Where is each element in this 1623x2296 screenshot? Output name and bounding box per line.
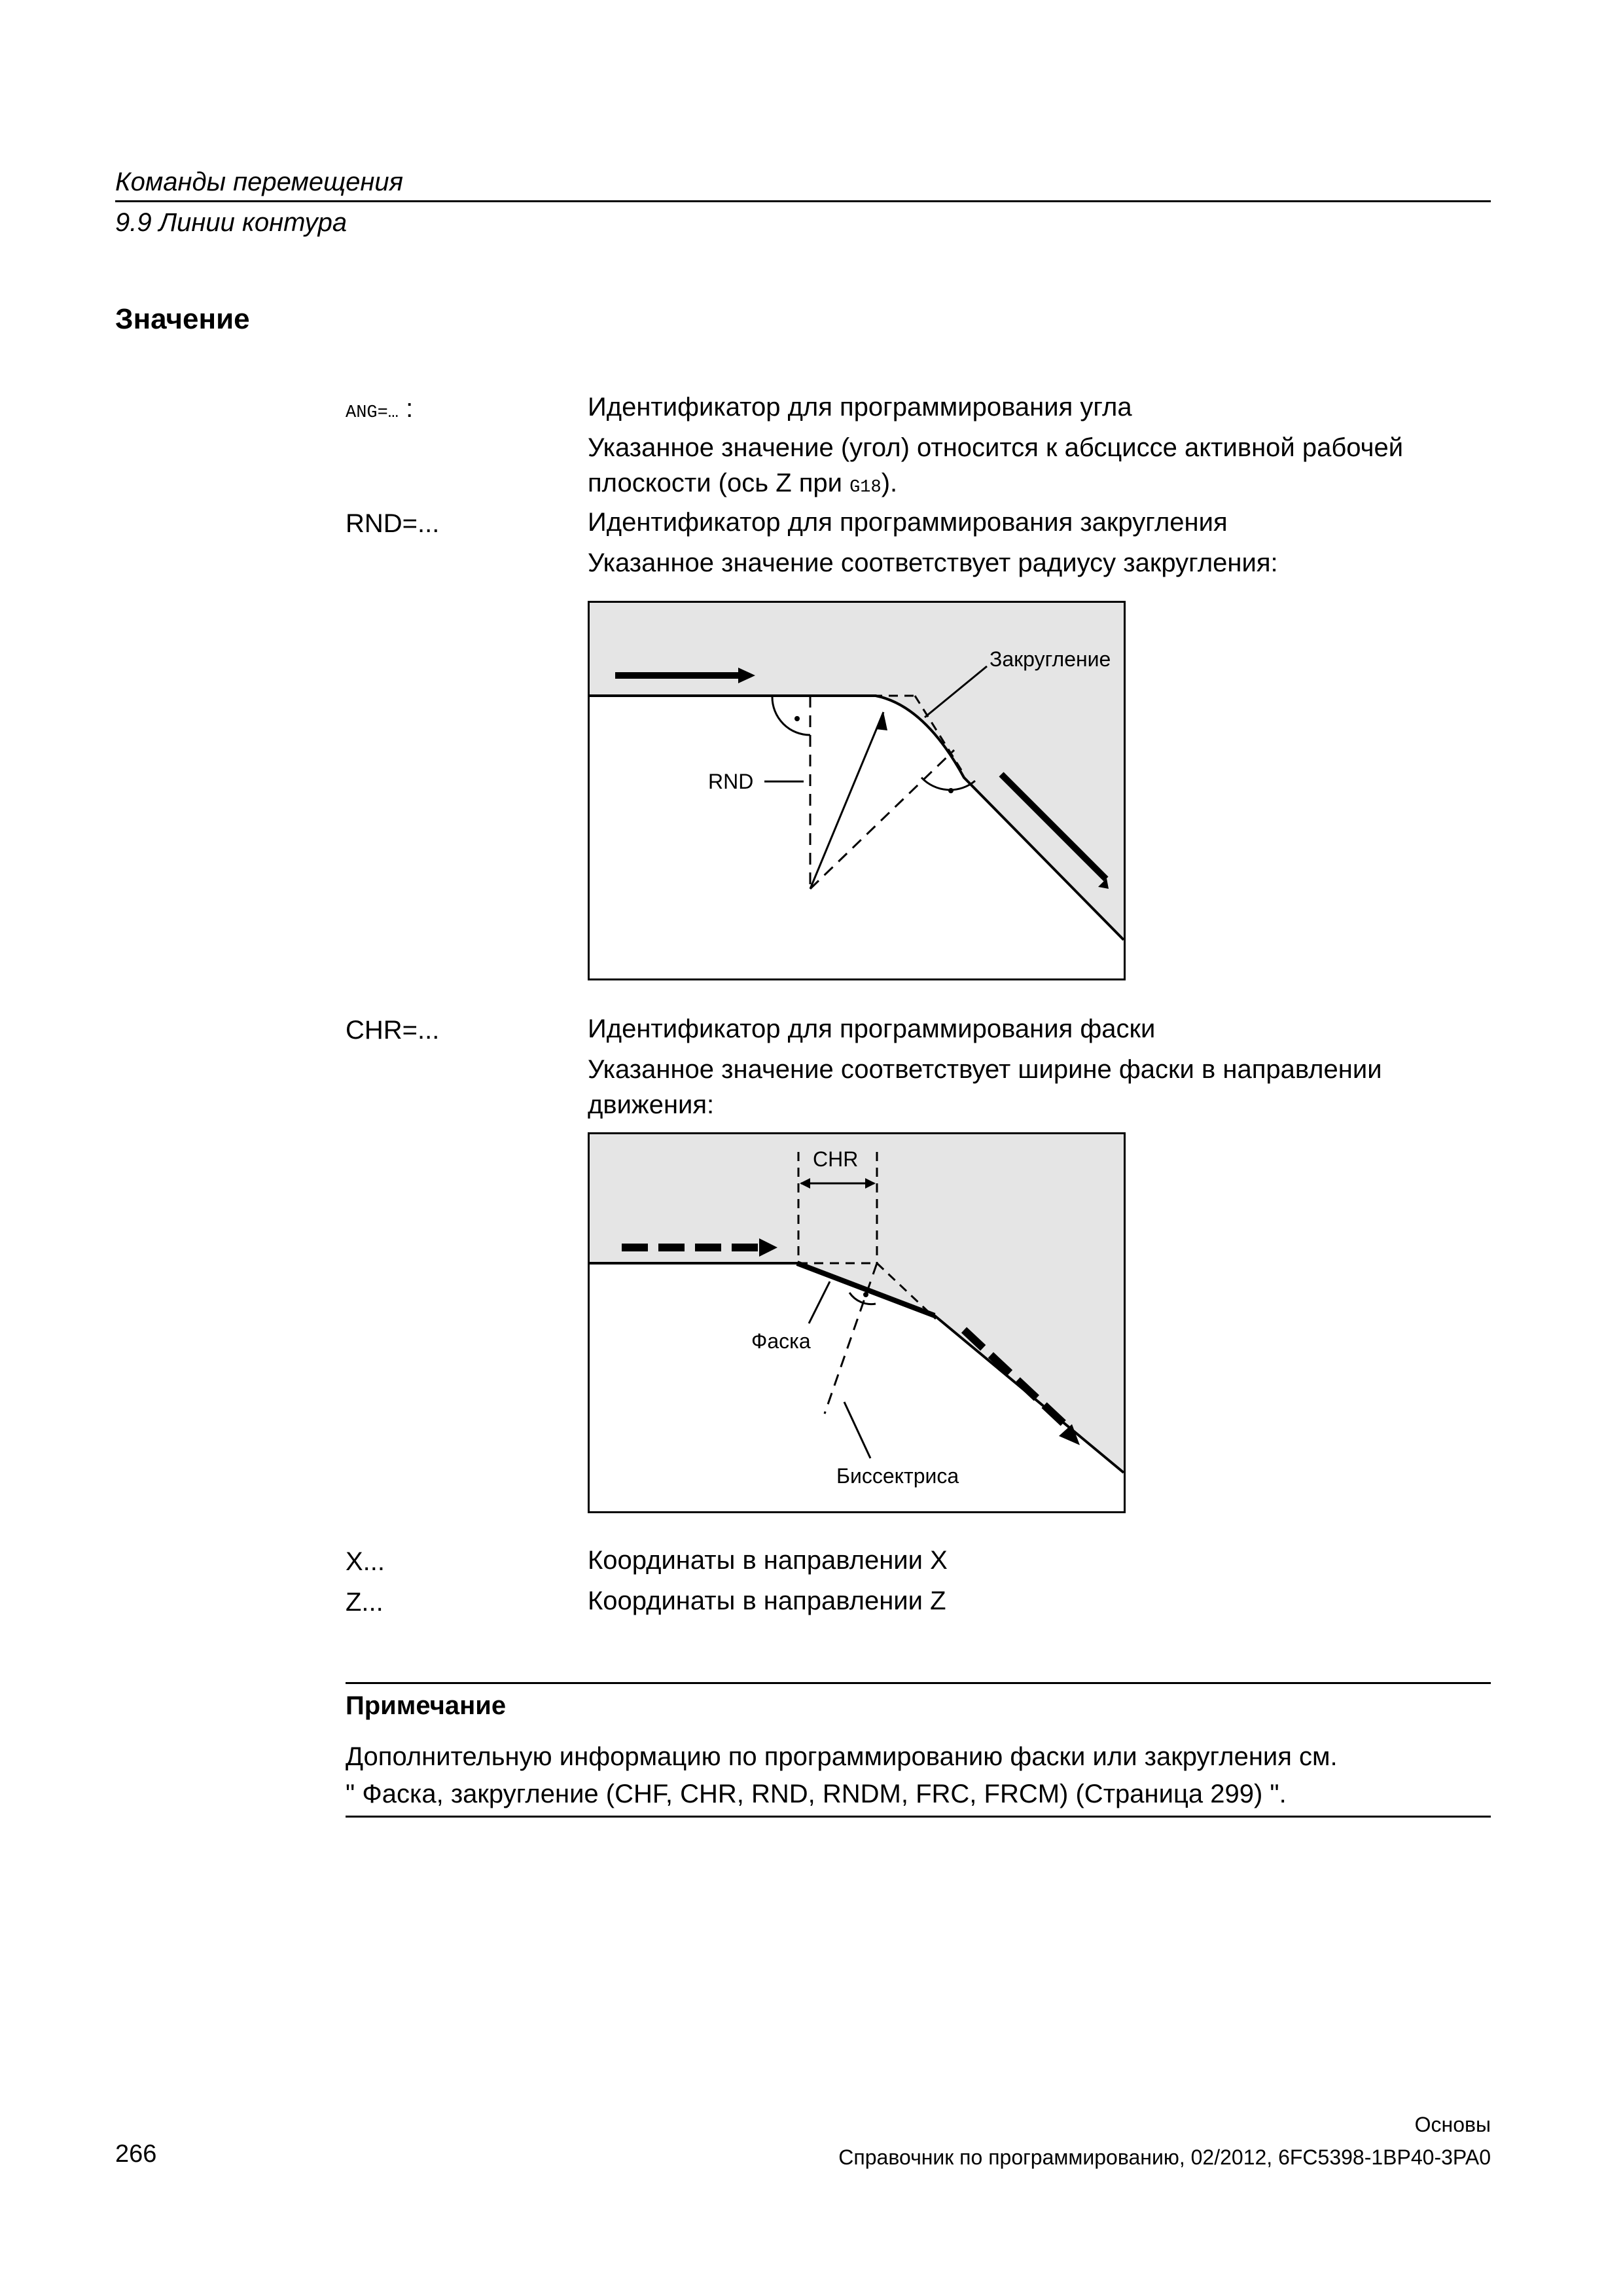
ang-line2-code: G18 — [849, 478, 882, 497]
ang-line2-text: Указанное значение (угол) относится к абсциссе активной рабочей плоскости (ось Z при — [588, 433, 1404, 497]
rounding-right-angle-dot-1 — [794, 716, 800, 721]
header-rule — [115, 200, 1491, 202]
ang-line2-end: ). — [881, 469, 898, 497]
term-ang-code: ANG=… — [346, 403, 399, 423]
footer-line2: Справочник по программированию, 02/2012, 6FC5398-1BP40-3PA0 — [838, 2145, 1491, 2169]
rounding-right-angle-dot-2 — [948, 788, 954, 793]
running-header-section: 9.9 Линии контура — [115, 208, 348, 237]
chamfer-label: Фаска — [751, 1329, 811, 1353]
note-text-line2: " Фаска, закругление (CHF, CHR, RND, RNDM, FRC, FRCM) (Страница 299) ". — [346, 1780, 1287, 1808]
rnd-description-line2: Указанное значение соответствует радиусу закругления: — [588, 548, 1278, 577]
chamfer-diagram — [588, 1132, 1126, 1513]
note-text-line1: Дополнительную информацию по программированию фаски или закругления см. — [346, 1742, 1338, 1771]
page-number: 266 — [115, 2140, 157, 2168]
section-heading: Значение — [115, 303, 250, 335]
chr-label: CHR — [813, 1147, 859, 1171]
footer-line1: Основы — [1414, 2113, 1491, 2136]
x-description: Координаты в направлении X — [588, 1546, 948, 1575]
chr-description-line1: Идентификатор для программирования фаски — [588, 1014, 1156, 1043]
note-bottom-rule — [346, 1816, 1491, 1818]
chamfer-right-angle-dot — [863, 1292, 868, 1297]
rnd-description-line1: Идентификатор для программирования закругления — [588, 508, 1228, 537]
term-z: Z... — [346, 1588, 383, 1617]
z-description: Координаты в направлении Z — [588, 1587, 946, 1615]
term-rnd: RND=... — [346, 509, 440, 538]
rnd-label: RND — [708, 770, 754, 793]
term-x: X... — [346, 1547, 385, 1576]
note-title: Примечание — [346, 1691, 507, 1720]
running-header-chapter: Команды перемещения — [115, 168, 404, 196]
rounding-label: Закругление — [990, 647, 1111, 671]
note-top-rule — [346, 1682, 1491, 1684]
bisector-label: Биссектриса — [836, 1464, 959, 1488]
rounding-diagram — [588, 601, 1126, 980]
ang-description-line2 — [588, 430, 1491, 505]
term-chr: CHR=... — [346, 1016, 440, 1045]
term-ang — [346, 393, 413, 429]
ang-description-line1: Идентификатор для программирования угла — [588, 393, 1132, 422]
chr-description-line2: Указанное значение соответствует ширине фаски в направлении движения: — [588, 1055, 1382, 1119]
term-ang-colon: : — [399, 394, 414, 423]
